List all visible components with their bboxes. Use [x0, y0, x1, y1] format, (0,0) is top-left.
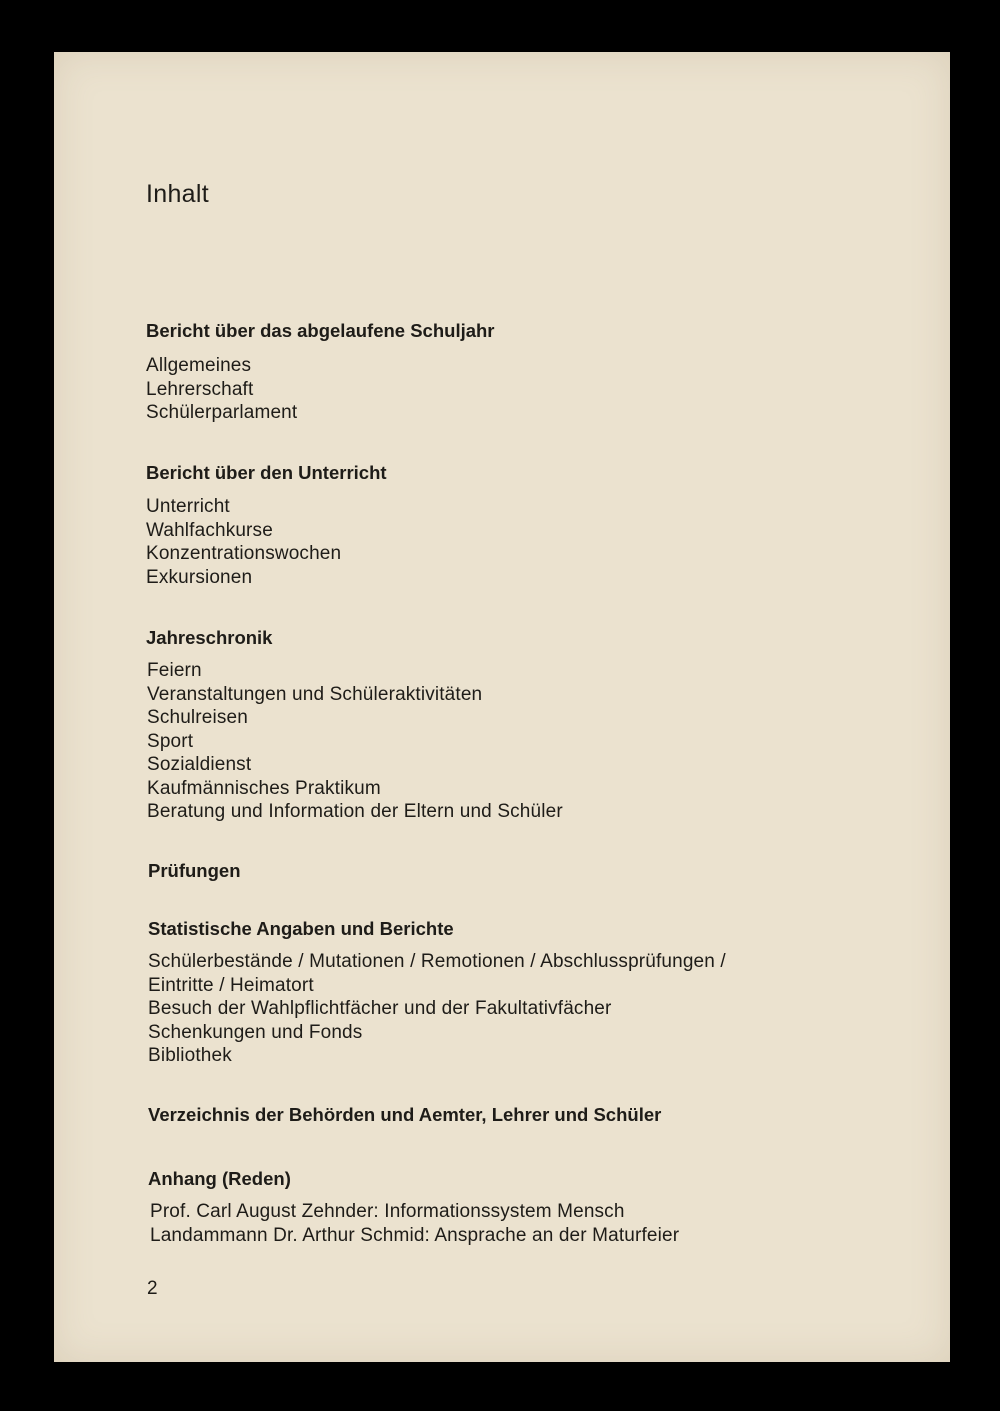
section-items	[150, 1200, 679, 1247]
section-heading: Anhang (Reden)	[148, 1168, 291, 1189]
section-heading: Bericht über das abgelaufene Schuljahr	[146, 320, 495, 341]
toc-item: Konzentrationswochen	[146, 543, 342, 564]
section-heading: Prüfungen	[148, 860, 241, 881]
section-heading: Statistische Angaben und Berichte	[148, 918, 454, 939]
section-heading: Jahreschronik	[146, 627, 273, 648]
section-items	[148, 950, 726, 1068]
toc-item: Feiern	[147, 660, 202, 681]
toc-item: Schülerparlament	[146, 402, 298, 423]
toc-item: Lehrerschaft	[146, 378, 254, 400]
toc-item: Eintritte / Heimatort	[148, 974, 314, 996]
section-items	[147, 659, 563, 824]
toc-item: Unterricht	[146, 496, 230, 517]
toc-item: Schenkungen und Fonds	[148, 1021, 363, 1043]
toc-item: Schulreisen	[147, 707, 248, 728]
toc-item: Sport	[147, 730, 194, 752]
page-number: 2	[147, 1278, 158, 1299]
section-heading: Bericht über den Unterricht	[146, 462, 387, 483]
section-heading: Verzeichnis der Behörden und Aemter, Lehrer und Schüler	[148, 1104, 662, 1125]
toc-item: Prof. Carl August Zehnder: Informationssystem Mensch	[150, 1201, 625, 1222]
toc-item: Schülerbestände / Mutationen / Remotionen / Abschlussprüfungen /	[148, 951, 726, 972]
toc-item: Besuch der Wahlpflichtfächer und der Fakultativfächer	[148, 998, 612, 1019]
section-items	[146, 354, 297, 425]
toc-item: Veranstaltungen und Schüleraktivitäten	[147, 683, 483, 705]
page-title: Inhalt	[146, 180, 209, 208]
section-items	[146, 495, 341, 589]
toc-item: Kaufmännisches Praktikum	[147, 777, 381, 799]
toc-item: Bibliothek	[148, 1045, 232, 1066]
toc-item: Beratung und Information der Eltern und Schüler	[147, 801, 563, 822]
toc-item: Wahlfachkurse	[146, 519, 273, 541]
toc-item: Sozialdienst	[147, 754, 252, 775]
toc-item: Allgemeines	[146, 355, 252, 376]
document-page	[54, 52, 950, 1362]
toc-item: Exkursionen	[146, 566, 253, 588]
toc-item: Landammann Dr. Arthur Schmid: Ansprache an der Maturfeier	[150, 1224, 680, 1246]
